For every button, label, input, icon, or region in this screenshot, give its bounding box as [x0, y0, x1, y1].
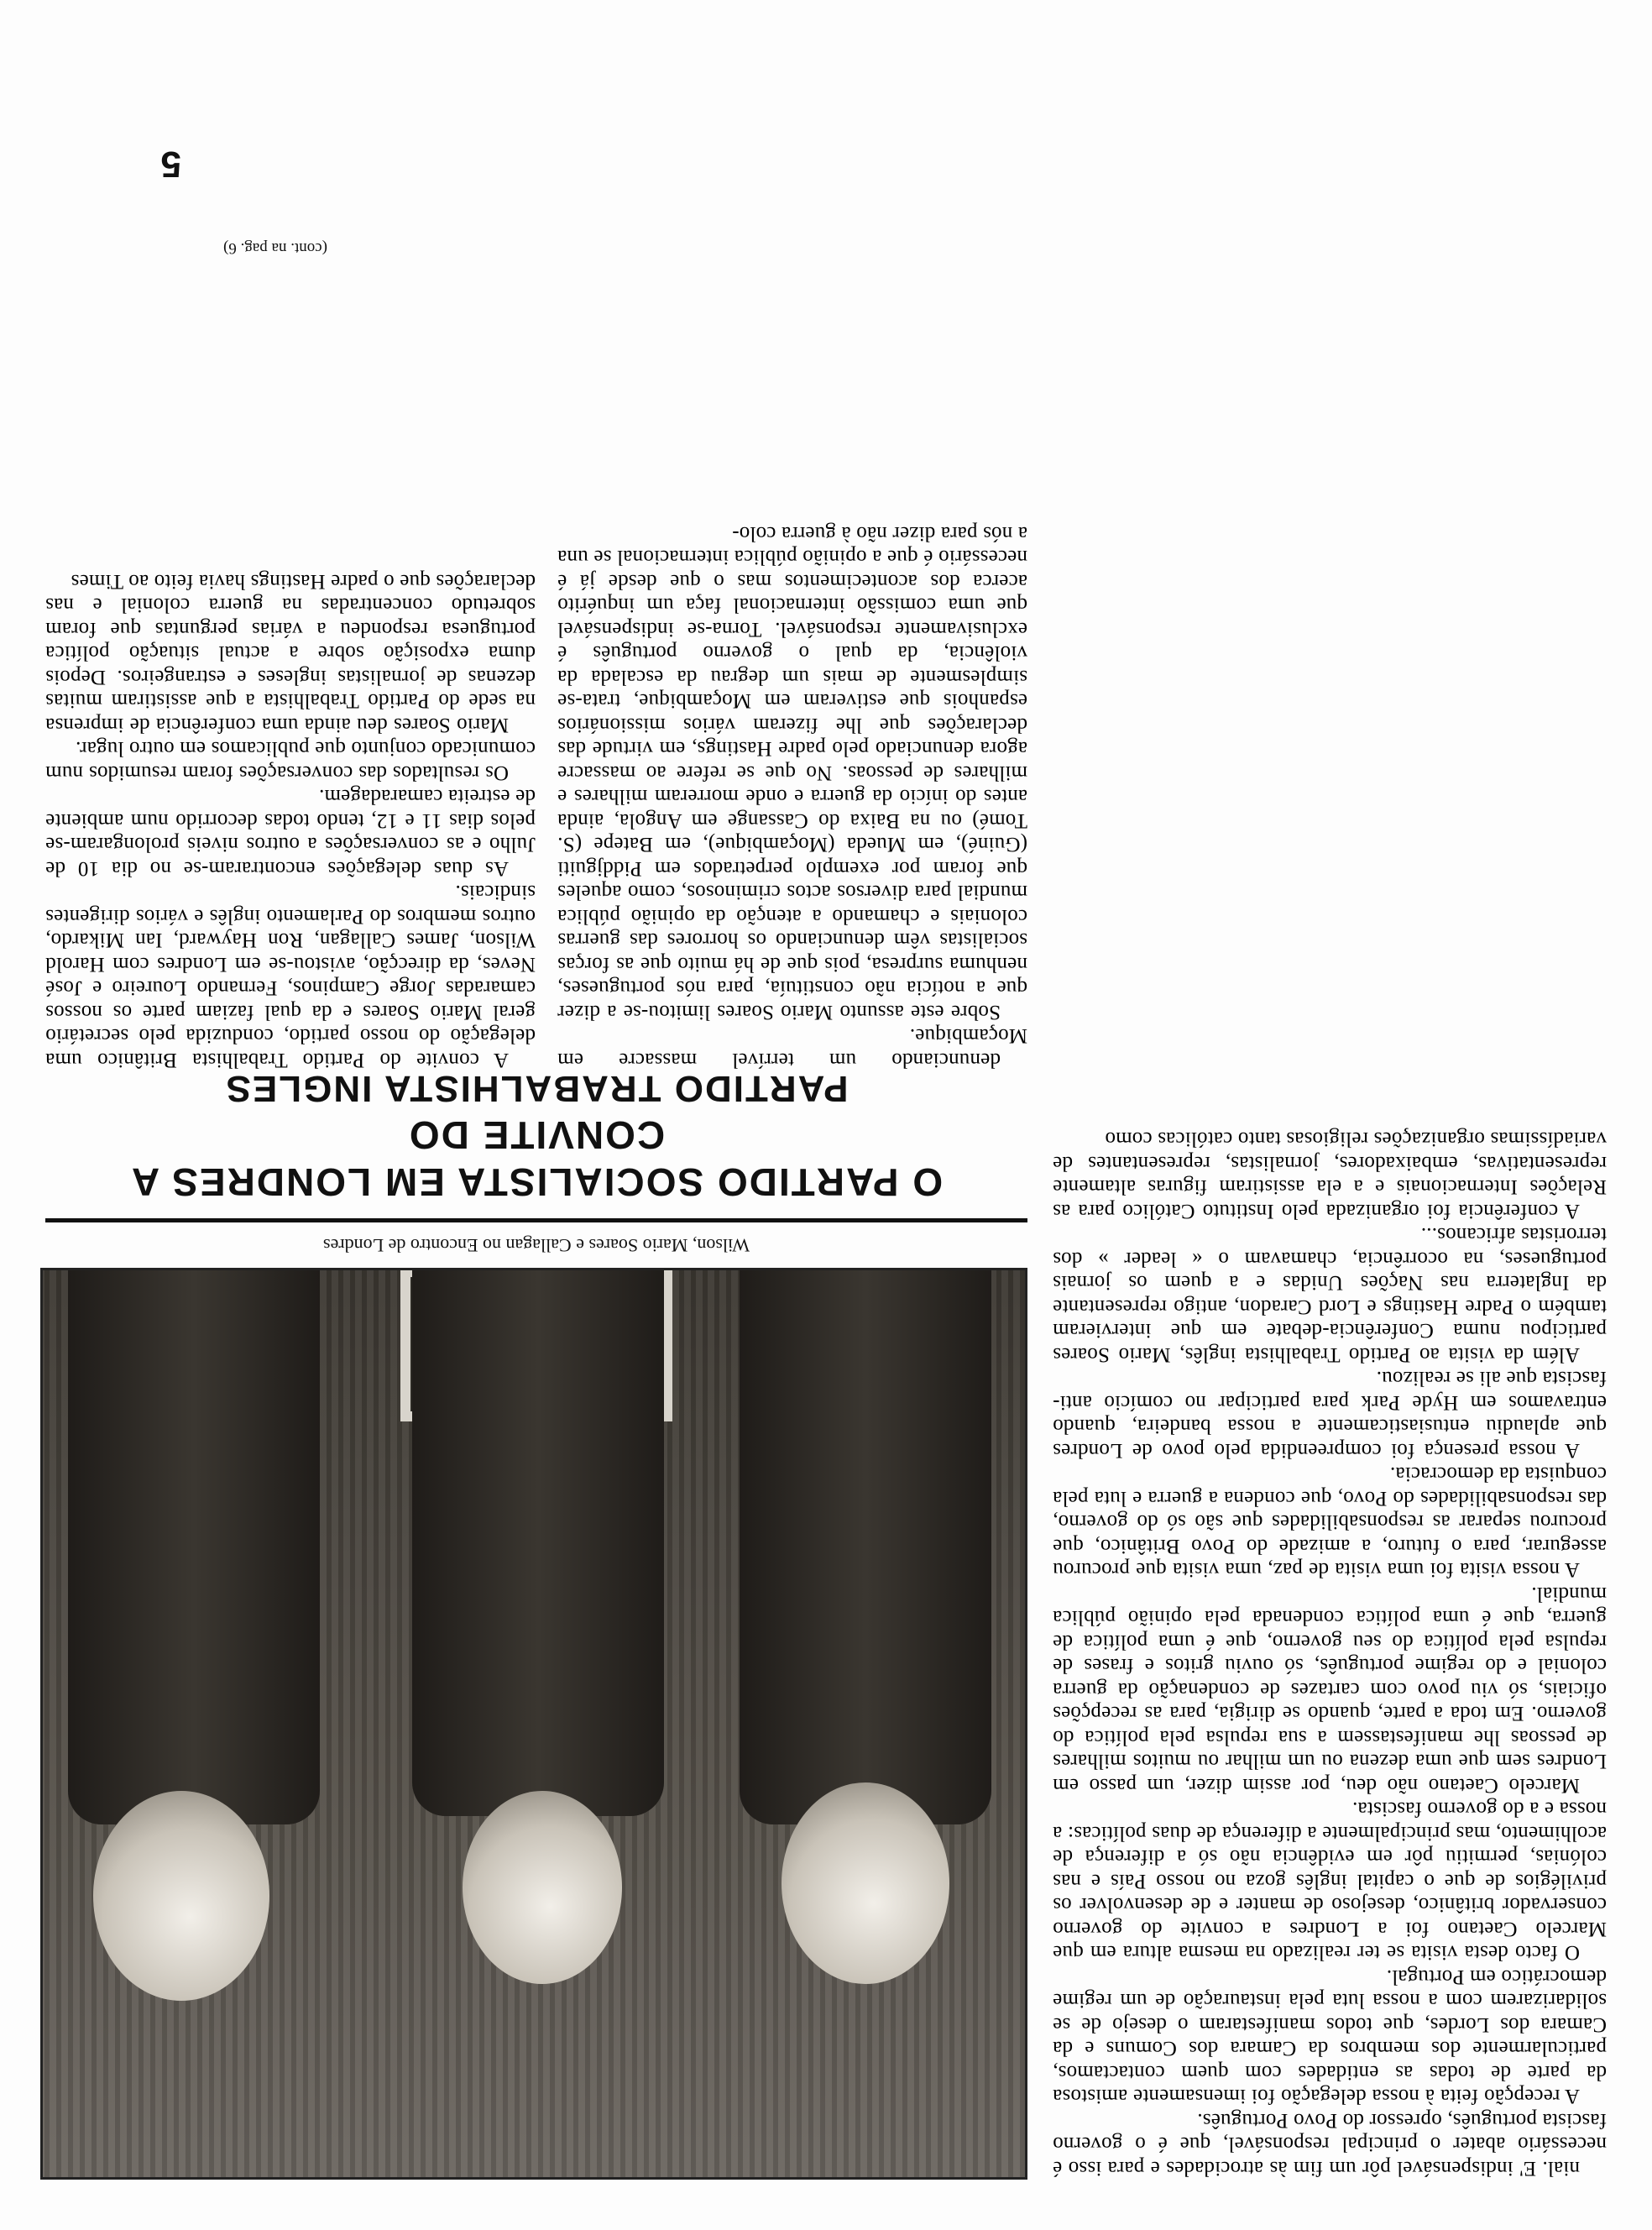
article-col-3: [1053, 1127, 1607, 2180]
continuation-note: (cont. na pag. 6): [223, 239, 327, 257]
col1-paragraph: Os resultados das conversações foram resumidos num comunicado conjunto que publicamos em outro lugar.: [45, 737, 536, 784]
col3-paragraph: O facto desta visita se ter realizado na mesma altura em que Marcelo Caetano foi a Londres a convite do governo conservador britânico, desejoso de manter e de desenvolver os privilégios de que o capital inglês goza no nosso País e nas colónias, permitiu pôr em evidência não só a diferença de acolhimento, mas principalmente a diferença de duas políticas: a nossa e a do governo fascista.: [1053, 1798, 1607, 1965]
col3-paragraph: Marcelo Caetano não deu, por assim dizer, um passo em Londres sem que uma dezena ou um milhar ou muitos milhares de pessoas lhe manifestassem a sua repulsa pela política do governo. Em toda a parte, quando se dirigia, para as recepções oficiais, só viu povo com cartazes de condenação da guerra colonial e do regime português, só ouviu gritos e frases de repulsa pela política do seu governo, que é uma política de guerra, que é uma política condenada pela opinião pública mundial.: [1053, 1583, 1607, 1797]
col3-paragraph: nial. E' indispensável pôr um fim às atrocidades e para isso é necessário abater o principal responsável, que é o governo fascista português, opressor do Povo Português.: [1053, 2109, 1607, 2180]
headline-line-1: O PARTIDO SOCIALISTA EM LONDRES A CONVITE DO: [129, 1113, 944, 1204]
headline-line-2: PARTIDO TRABALHISTA INGLES: [224, 1068, 849, 1109]
col3-paragraph: Além da visita ao Partido Trabalhista inglês, Mario Soares participou numa Conferência-debate em que intervieram também o Padre Hastings e Lord Caradon, antigo representante da Inglaterra nas Nações Unidas e a quem os jornais portugueses, na ocorrência, chamavam o « leader » dos terroristas africanos...: [1053, 1223, 1607, 1366]
photo-caption: Wilson, Mario Soares e Callagan no Encontro de Londres: [322, 1235, 750, 1256]
col3-paragraph: A conferência foi organizada pelo Instituto Católico para as Relações Internacionais e a ela assistiram figuras altamente representativas, embaixadores, jornalistas, representantes de variadíssimas organizações religiosas tanto católicas como: [1053, 1128, 1607, 1222]
article-col-1: [45, 569, 536, 1072]
col1-paragraph: A convite do Partido Trabalhista Britânico uma delegação do nosso partido, conduzida pelo secretário geral Mario Soares e da qual faziam parte os nossos camaradas Jorge Campinos, Fernando Loureiro e José Neves, da direcção, avistou-se em Londres com Harold Wilson, James Callagan, Ron Hayward, Ian Mikardo, outros membros do Parlamento inglês e vários dirigentes sindicais.: [45, 881, 536, 1071]
col3-paragraph: A recepção feita à nossa delegação foi imensamente amistosa da parte de todas as entidades com quem contactamos, particularmente dos membros da Camara dos Comuns e da Camara dos Lordes, que todos manifestaram o desejo de se solidarizarem com a nossa luta pela instauração de um regime democrático em Portugal.: [1053, 1966, 1607, 2108]
col2-paragraph: Sobre este assunto Mario Soares limitou-se a dizer que a notícia não constituía, para nós portugueses, nenhuma surpresa, pois que de há muito que as forças socialistas vêm denunciando os horrores das guerras coloniais e chamando a atenção da opinião pública mundial para diversos actos criminosos, como aqueles que foram por exemplo perpetrados em Piddjguiti (Guiné), em Mueda (Moçambique), em Batepe (S. Tomé) ou na Baixa do Cassange em Angola, ainda antes do início da guerra e onde morreram milhares e milhares de pessoas. No que se refere ao massacre agora denunciado pelo padre Hastings, em virtude das declarações que lhe fizeram vários missionários espanhois que estiveram em Moçambique, trata-se simplesmente de mais um degrau da escalada da violência, da qual o governo português é exclusivamente responsável. Torna-se indispensável que uma comissão internacional faça um inquérito acerca dos acontecimentos mas o que desde já é necessário é que a opinião pública internacional se una a nós para dizer não à guerra colo-: [557, 522, 1027, 1023]
col1-paragraph: As duas delegações encontraram-se no dia 10 de Julho e as conversações a outros niveis prolongaram-se pelos dias 11 e 12, tendo todas decorrido num ambiente de estreita camaradagem.: [45, 785, 536, 880]
col1-paragraph: Mario Soares deu ainda uma conferência de imprensa na sede do Partido Trabalhista a que assistiram muitas dezenas de jornalistas ingleses e estrangeiros. Depois duma exposição sobre a actual situação política portuguesa respondeu a várias perguntas que foram sobretudo concentradas na guerra colonial e nas declarações que o padre Hastings havia feito ao Times: [45, 570, 536, 736]
col3-paragraph: A nossa visita foi uma visita de paz, uma visita que procurou assegurar, para o futuro, a amizade do Povo Britânico, que procurou separar as responsabilidades que são só do governo, das responsabilidades do Povo, que condena a guerra e luta pela conquista da democracia.: [1053, 1463, 1607, 1582]
article-col-2: [557, 521, 1027, 1072]
page-number: 5: [160, 144, 181, 185]
col3-paragraph: A nossa presença foi compreendida pelo povo de Londres que aplaudiu entusiasticamente a nossa bandeira, quando entravamos em Hyde Park para participar no comício anti-fascista que ali se realizou.: [1053, 1367, 1607, 1462]
col2-paragraph: denunciando um terrível massacre em Moçambique.: [557, 1024, 1027, 1071]
